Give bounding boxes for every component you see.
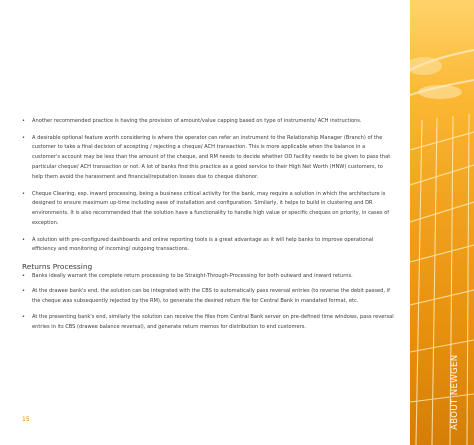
bullet-item xyxy=(22,236,394,256)
section-heading: Returns Processing xyxy=(22,262,93,272)
bullet-item xyxy=(22,117,394,127)
bullet-item xyxy=(22,134,394,183)
grid-lines-graphic xyxy=(410,0,474,445)
page-number: 15 xyxy=(22,416,30,423)
decorative-side-band xyxy=(410,0,474,445)
bullet-text: A desirable optional feature worth considering is where the operator can refer an instrument to the Relationship Manager (Branch) of the customer to take a final decision of accepting / rejecting a cheque/ ACH transaction. This is more applicable when the balance in a customer's account may be less than the amount of the cheque, and RM needs to decide whether OD facility needs to be given to pass that particular cheque/ ACH transaction or not. A lot of banks find this practice as a good service to their High Net Worth (HNW) customers, to help them avoid the harassment and financial/reputation losses due to cheque dishonor. xyxy=(32,134,391,180)
bullet-item xyxy=(22,287,394,307)
bullet-text: Another recommended practice is having the provision of amount/value capping based on type of instruments/ ACH instructions. xyxy=(32,118,362,124)
bullet-marker: • xyxy=(22,273,26,280)
bullet-marker: • xyxy=(22,134,26,141)
bullet-item xyxy=(22,190,394,229)
side-section-label: ABOUT NEWGEN xyxy=(450,354,460,430)
bullet-marker: • xyxy=(22,236,26,243)
bullet-text: At the presenting bank's end, similarly the solution can receive the files from Central Bank server on pre-defined time windows, pass reversal entries in its CBS (drawee balance reversal), and generate return memos for distribution to end customers. xyxy=(32,314,394,331)
bullet-text: A solution with pre-configured dashboards and online reporting tools is a great advantage as it will help banks to improve operational efficiency and monitoring of incoming/ outgoing transactions. xyxy=(32,236,374,253)
bullet-marker: • xyxy=(22,314,26,321)
bullet-marker: • xyxy=(22,190,26,197)
bullet-marker: • xyxy=(22,118,26,124)
bullet-text: Banks ideally warrant the complete return processing to be Straight-Through-Processing for both outward and inward returns. xyxy=(32,273,353,280)
bullet-item xyxy=(22,272,394,282)
bullet-text: Cheque Clearing, esp. inward processing, being a business critical activity for the bank, may require a solution in which the architecture is designed to ensure maximum up-time including ease of installation and configuration. Similarly, it helps to build in clustering and DR environments. It is also recommended that the solution have a functionality to handle high value or specific cheques on priority, in cases of exception. xyxy=(32,190,390,226)
bullet-marker: • xyxy=(22,287,26,294)
bullet-text: At the drawee bank's end, the solution can be integrated with the CBS to automatically pass reversal entries (to reverse the debit passed, if the cheque was subsequently rejected by the RM), to generate the desired return file for Central Bank in mandated format, etc. xyxy=(32,287,390,304)
main-text-column xyxy=(22,117,394,340)
bullet-item xyxy=(22,313,394,333)
